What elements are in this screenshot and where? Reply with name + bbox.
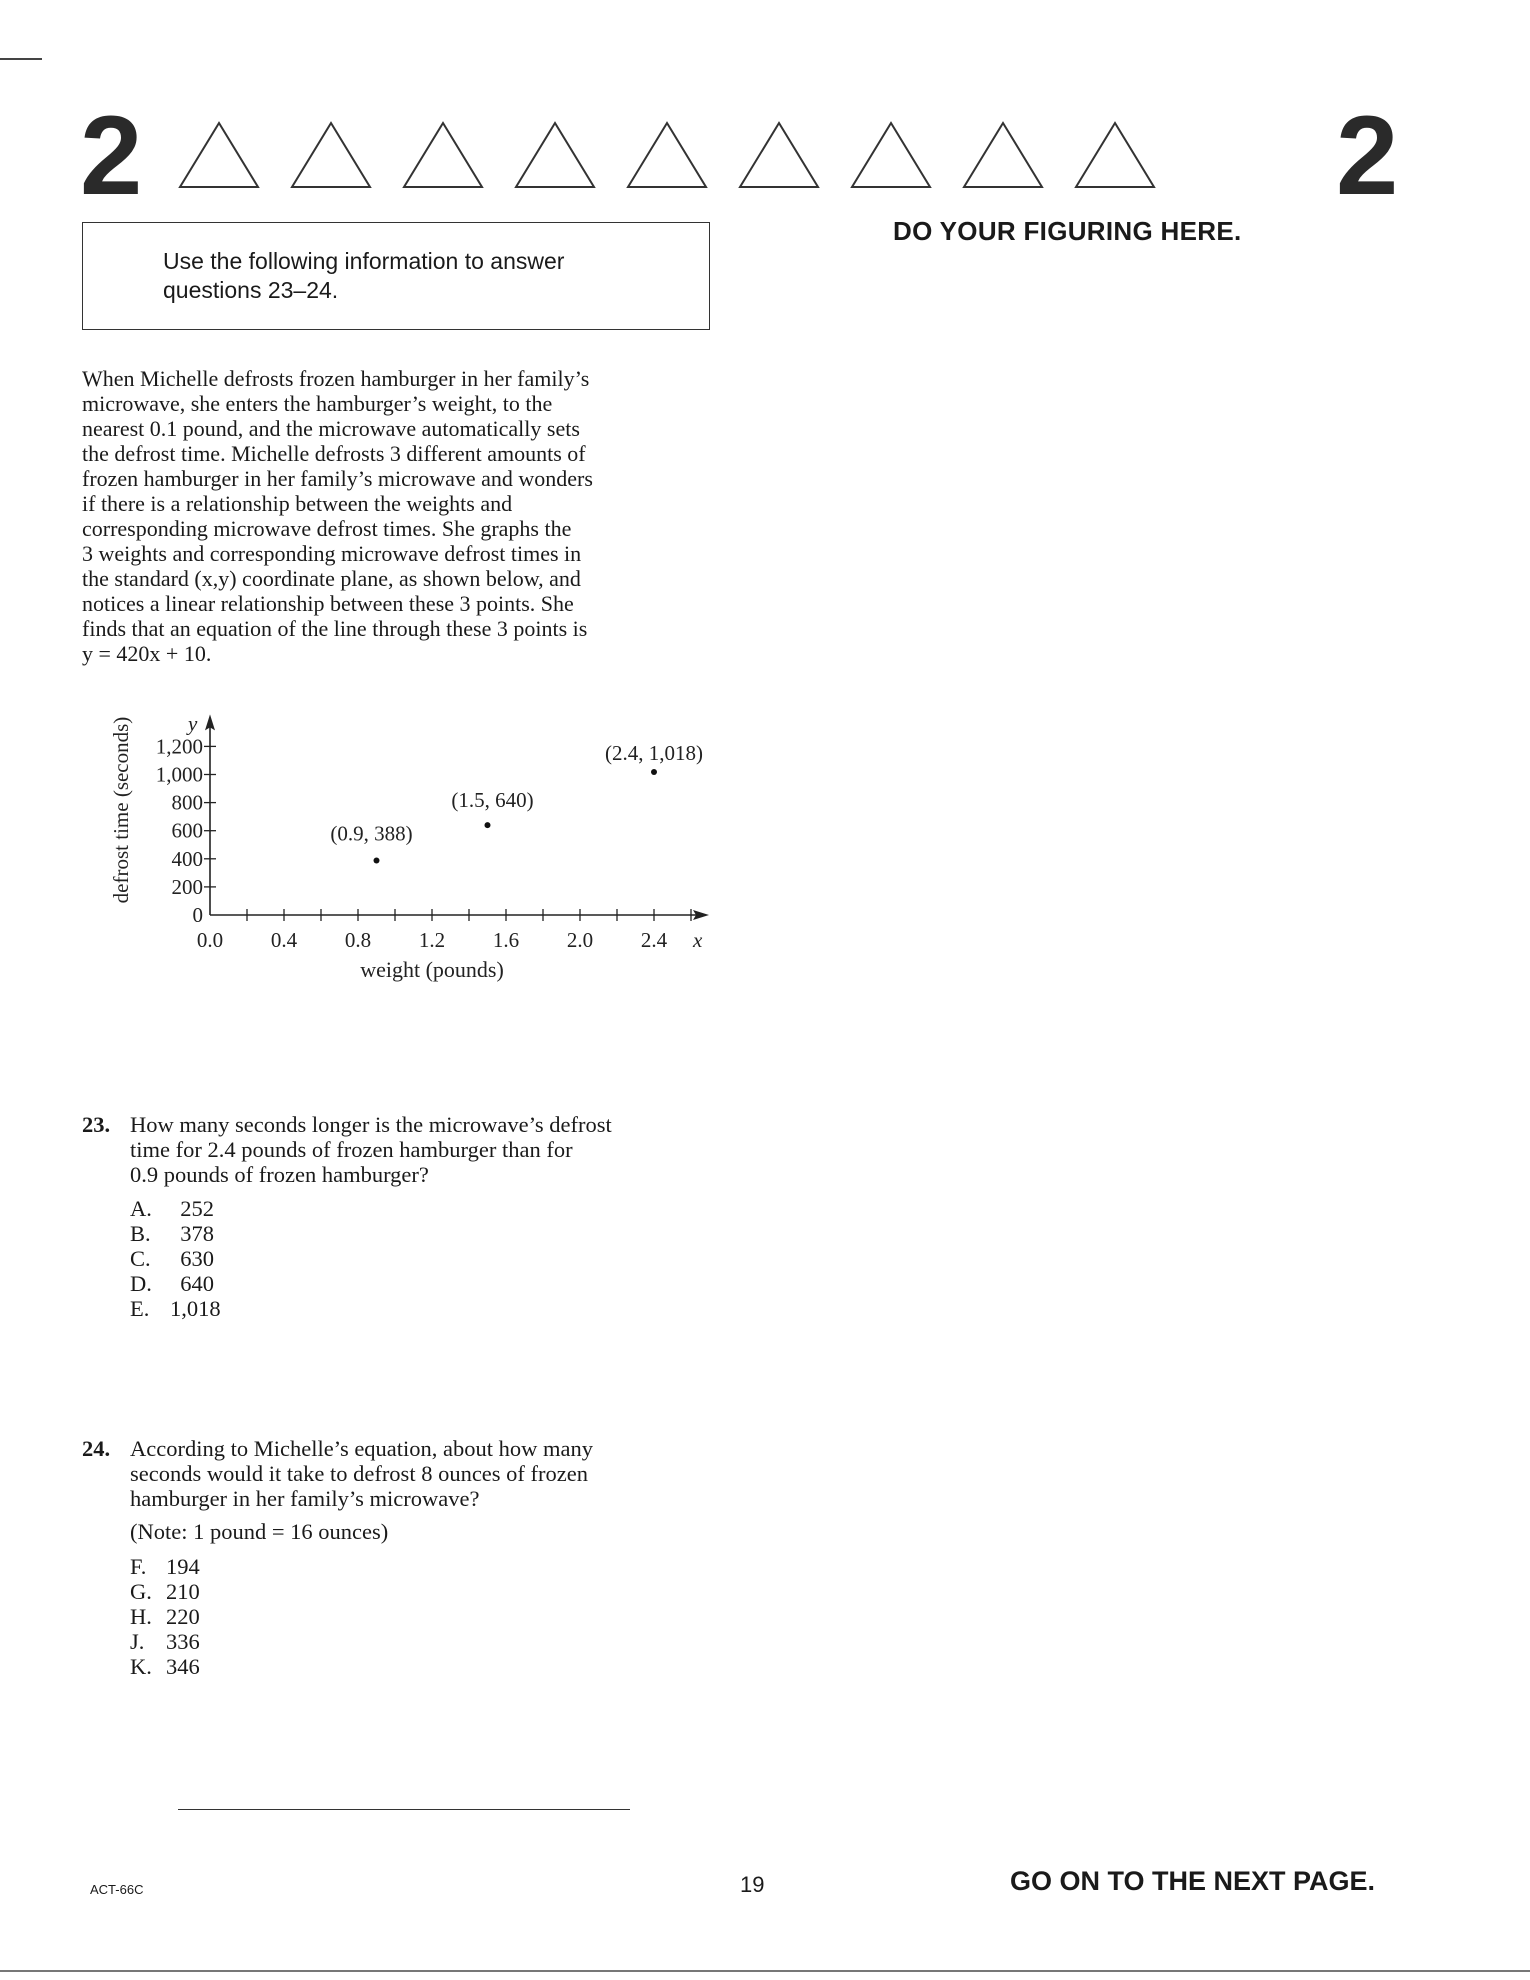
choice-letter: A. (130, 1196, 152, 1221)
choice-letter: E. (130, 1296, 150, 1321)
triangle-marker (738, 120, 820, 190)
answer-choice-e[interactable] (130, 1296, 221, 1321)
data-point (485, 822, 491, 828)
question-23 (82, 1112, 722, 1342)
form-code: ACT-66C (90, 1882, 144, 1897)
triangle-marker (962, 120, 1044, 190)
data-point-label: (0.9, 388) (330, 821, 413, 846)
passage-line: the standard (x,y) coordinate plane, as shown below, and (82, 566, 581, 591)
question-line: According to Michelle’s equation, about how many (130, 1436, 594, 1461)
choice-value: 378 (180, 1221, 214, 1246)
triangle-marker (178, 120, 260, 190)
x-axis-name: x (693, 928, 703, 952)
question-line: 0.9 pounds of frozen hamburger? (130, 1162, 429, 1187)
passage-line: When Michelle defrosts frozen hamburger in her family’s (82, 366, 590, 391)
data-point-label: (2.4, 1,018) (605, 740, 703, 765)
y-tick-label: 0 (192, 903, 203, 927)
answer-choice-a[interactable] (130, 1196, 214, 1221)
passage-line: microwave, she enters the hamburger’s weight, to the (82, 391, 553, 416)
data-point (374, 857, 380, 863)
triangle-marker (626, 120, 708, 190)
choice-letter: B. (130, 1221, 151, 1246)
answer-choice-g[interactable] (130, 1579, 200, 1604)
y-tick-label: 800 (171, 790, 203, 815)
question-line: hamburger in her family’s microwave? (130, 1486, 480, 1511)
x-tick-label: 1.6 (492, 928, 520, 952)
question-number: 23. (82, 1112, 111, 1137)
choice-letter: J. (130, 1629, 145, 1654)
question-note: (Note: 1 pound = 16 ounces) (130, 1519, 389, 1544)
triangle-marker (290, 120, 372, 190)
choice-letter: K. (130, 1654, 152, 1679)
passage-line: finds that an equation of the line through these 3 points is (82, 616, 588, 641)
passage-line: notices a linear relationship between these 3 points. She (82, 591, 574, 616)
choice-value: 252 (180, 1196, 214, 1221)
x-axis-title: weight (pounds) (360, 957, 504, 982)
x-tick-label: 2.0 (566, 928, 594, 952)
figuring-label: DO YOUR FIGURING HERE. (893, 216, 1242, 246)
triangle-marker (514, 120, 596, 190)
section-number-right: 2 (1336, 93, 1399, 218)
corner-mark (0, 58, 42, 60)
passage-line: if there is a relationship between the weights and (82, 491, 513, 516)
x-tick-label: 0.4 (270, 928, 298, 952)
x-tick-label: 2.4 (640, 928, 668, 952)
page-number: 19 (740, 1872, 765, 1897)
question-text (130, 1112, 720, 1187)
answer-choice-k[interactable] (130, 1654, 200, 1679)
y-tick-label: 200 (171, 874, 203, 899)
passage (82, 366, 716, 666)
question-number: 24. (82, 1436, 111, 1461)
answer-choice-h[interactable] (130, 1604, 200, 1629)
choice-letter: F. (130, 1554, 147, 1579)
x-tick-label: 1.2 (418, 928, 446, 952)
info-box-line-1: Use the following information to answer (163, 248, 565, 274)
y-tick-label: 1,000 (155, 762, 203, 787)
passage-line: frozen hamburger in her family’s microwave and wonders (82, 466, 593, 491)
choice-value: 630 (180, 1246, 214, 1271)
question-line: time for 2.4 pounds of frozen hamburger than for (130, 1137, 573, 1162)
choice-letter: D. (130, 1271, 152, 1296)
question-text (130, 1436, 720, 1544)
x-tick-label: 0.8 (344, 928, 372, 952)
answer-choice-f[interactable] (130, 1554, 200, 1579)
info-box-line-2: questions 23–24. (163, 277, 339, 303)
answer-choice-b[interactable] (130, 1221, 214, 1246)
triangle-marker (850, 120, 932, 190)
choice-value: 346 (166, 1654, 200, 1679)
go-on-label: GO ON TO THE NEXT PAGE. (1010, 1866, 1376, 1896)
choice-value: 210 (166, 1579, 200, 1604)
passage-line: the defrost time. Michelle defrosts 3 different amounts of (82, 441, 586, 466)
choice-value: 336 (166, 1629, 200, 1654)
data-point-label: (1.5, 640) (451, 788, 534, 813)
passage-line: corresponding microwave defrost times. She graphs the (82, 516, 572, 541)
x-tick-label: 0.0 (196, 928, 224, 952)
triangle-marker (1074, 120, 1156, 190)
answer-choices (130, 1196, 221, 1321)
choice-letter: C. (130, 1246, 151, 1271)
y-tick-label: 400 (171, 846, 203, 871)
question-24 (82, 1436, 722, 1686)
bottom-rule (0, 1970, 1530, 1972)
choice-letter: G. (130, 1579, 152, 1604)
answer-choice-d[interactable] (130, 1271, 214, 1296)
answer-choice-c[interactable] (130, 1246, 214, 1271)
triangle-row (178, 120, 1318, 200)
question-line: seconds would it take to defrost 8 ounces of frozen (130, 1461, 588, 1486)
y-tick-label: 1,200 (155, 734, 203, 759)
choice-value: 640 (180, 1271, 214, 1296)
data-point (651, 769, 657, 775)
question-line: How many seconds longer is the microwave’s defrost (130, 1112, 612, 1137)
choice-value: 1,018 (170, 1296, 221, 1321)
y-tick-label: 600 (171, 818, 203, 843)
passage-line: y = 420x + 10. (82, 641, 212, 666)
defrost-scatter-chart (100, 700, 703, 990)
passage-line: 3 weights and corresponding microwave defrost times in (82, 541, 582, 566)
answer-choices (130, 1554, 200, 1679)
y-axis-name: y (188, 711, 198, 736)
section-number-left: 2 (80, 93, 143, 218)
passage-line: nearest 0.1 pound, and the microwave automatically sets (82, 416, 580, 441)
y-axis-title: defrost time (seconds) (109, 716, 133, 904)
triangle-marker (402, 120, 484, 190)
choice-value: 220 (166, 1604, 200, 1629)
answer-choice-j[interactable] (130, 1629, 200, 1654)
choice-letter: H. (130, 1604, 152, 1629)
info-box (82, 222, 710, 330)
choice-value: 194 (166, 1554, 200, 1579)
footer-divider (178, 1809, 630, 1810)
